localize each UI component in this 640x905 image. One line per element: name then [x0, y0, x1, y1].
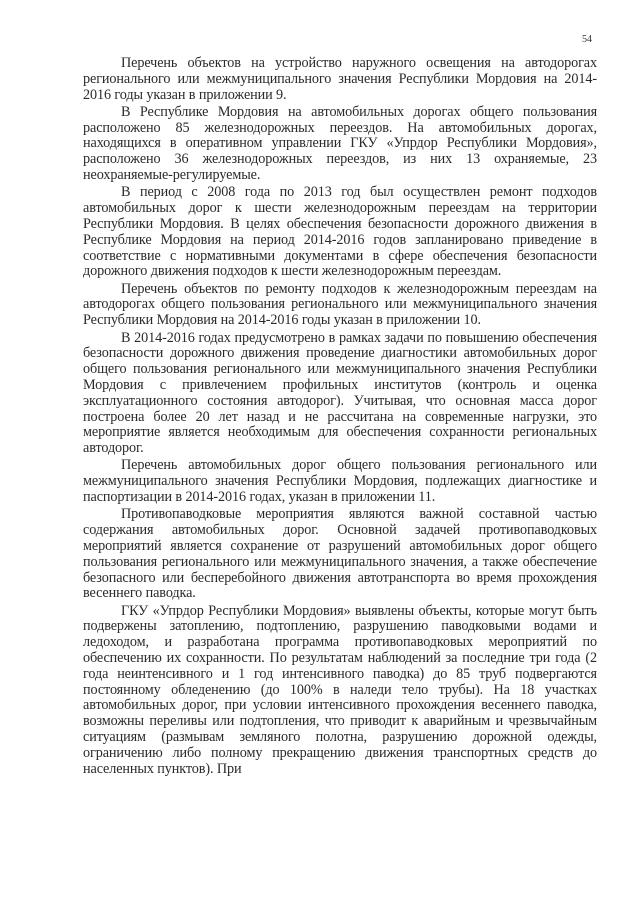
- page-number: 54: [582, 34, 592, 45]
- paragraph: В период с 2008 года по 2013 год был осуществлен ремонт подходов автомобильных дорог к шести железнодорожным переездам на территории Республики Мордовия. В целях обеспечения безопасности дорожного движения в Республике Мордовия на период 2014-2016 годов запланировано приведение в соответствие с нормативными документами в сфере обеспечения безопасности дорожного движения подходов к шести железнодорожным переездам.: [83, 184, 597, 280]
- paragraph: Перечень объектов на устройство наружного освещения на автодорогах регионального или межмуниципального значения Республики Мордовия на 2014-2016 годы указан в приложении 9.: [83, 55, 597, 103]
- paragraph: Перечень объектов по ремонту подходов к железнодорожным переездам на автодорогах общего пользования регионального или межмуниципального значения Республики Мордовия на 2014-2016 годы указан в приложении 10.: [83, 280, 597, 329]
- paragraph: Перечень автомобильных дорог общего пользования регионального или межмуниципального значения Республики Мордовия, подлежащих диагностике и паспортизации в 2014-2016 годах, указан в приложении 11.: [83, 457, 597, 506]
- document-body: [83, 56, 597, 779]
- paragraph: В 2014-2016 годах предусмотрено в рамках задачи по повышению обеспечения безопасности дорожного движения проведение диагностики автомобильных дорог общего пользования регионального или межмуниципального значения Республики Мордовия с привлечением профильных институтов (контроль и оценка эксплуатационного состояния автодорог). Учитывая, что основная масса дорог построена более 20 лет назад и не рассчитана на современные нагрузки, это мероприятие является необходимым для обеспечения сохранности региональных автодорог.: [83, 329, 597, 457]
- paragraph: ГКУ «Упрдор Республики Мордовия» выявлены объекты, которые могут быть подвержены затоплению, подтоплению, разрушению паводковыми водами и ледоходом, и разработана программа противопаводковых мероприятий по обеспечению их сохранности. По результатам наблюдений за последние три года (2 года неинтенсивного и 1 год интенсивного паводка) до 85 труб подвергаются постоянному обледенению (до 100% в наледи тело трубы). На 18 участках автомобильных дорог, при условии интенсивного прохождения весеннего паводка, возможны переливы или подтопления, что приводит к аварийным и чрезвычайным ситуациям (размывам земляного полотна, разрушению дорожной одежды, ограничению либо полному прекращению движения транспортных средств до населенных пунктов). При: [83, 602, 597, 777]
- paragraph: В Республике Мордовия на автомобильных дорогах общего пользования расположено 85 железнодорожных переездов. На автомобильных дорогах, находящихся в оперативном управлении ГКУ «Упрдор Республики Мордовия», расположено 36 железнодорожных переездов, из них 13 охраняемые, 23 неохраняемые-регулируемые.: [83, 103, 597, 184]
- paragraph: Противопаводковые мероприятия являются важной составной частью содержания автомобильных дорог. Основной задачей противопаводковых мероприятий является сохранение от разрушений автомобильных дорог общего пользования регионального или межмуниципального значения, а также обеспечение безопасного или бесперебойного движения автотранспорта во время прохождения весеннего паводка.: [83, 506, 597, 602]
